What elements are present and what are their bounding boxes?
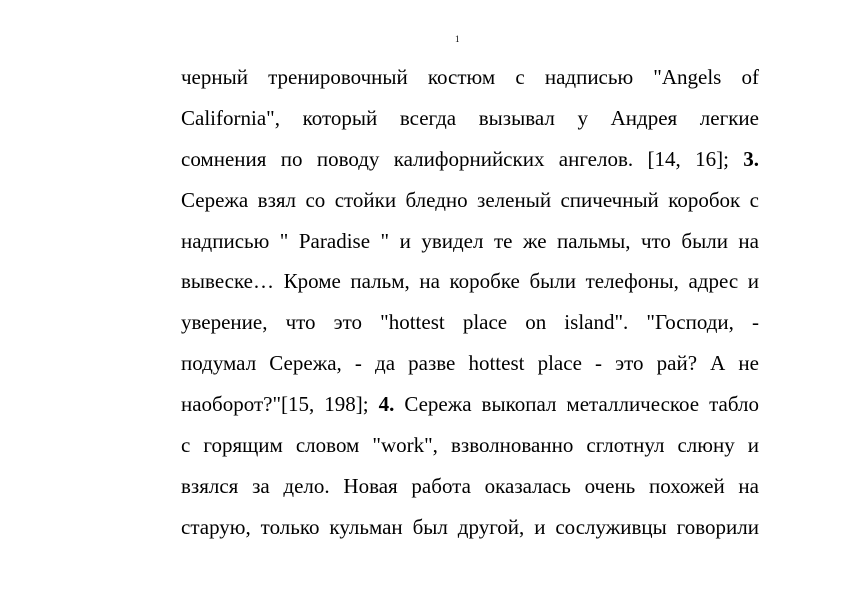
text-line: сомнения по поводу калифорнийских ангелов. [14, 16]; 3.	[181, 146, 759, 171]
text-line: с горящим словом "work", взволнованно сглотнул слюну и	[181, 433, 759, 458]
text-line: подумал Сережа, - да разве hottest place - это рай? А не	[181, 351, 759, 376]
body-text	[181, 57, 759, 548]
text-line: уверение, что это "hottest place on island". "Господи, -	[181, 310, 759, 335]
text-line: наоборот?"[15, 198]; 4. Сережа выкопал металлическое табло	[181, 392, 760, 417]
text-line: вывеске… Кроме пальм, на коробке были телефоны, адрес и	[181, 269, 759, 294]
enumerator: 3.	[743, 146, 759, 171]
text-line: надписью " Paradise " и увидел те же пальмы, что были на	[181, 228, 759, 253]
text-line: взялся за дело. Новая работа оказалась очень похожей на	[181, 473, 759, 498]
text-line: черный тренировочный костюм с надписью "Angels of	[181, 65, 759, 89]
text-line: California", который всегда вызывал у Андрея легкие	[181, 105, 759, 130]
text-line: старую, только кульман был другой, и сослуживцы говорили	[181, 514, 759, 539]
enumerator: 4.	[378, 392, 395, 417]
page-number: 1	[455, 34, 460, 44]
text-line: Сережа взял со стойки бледно зеленый спичечный коробок с	[181, 187, 759, 212]
